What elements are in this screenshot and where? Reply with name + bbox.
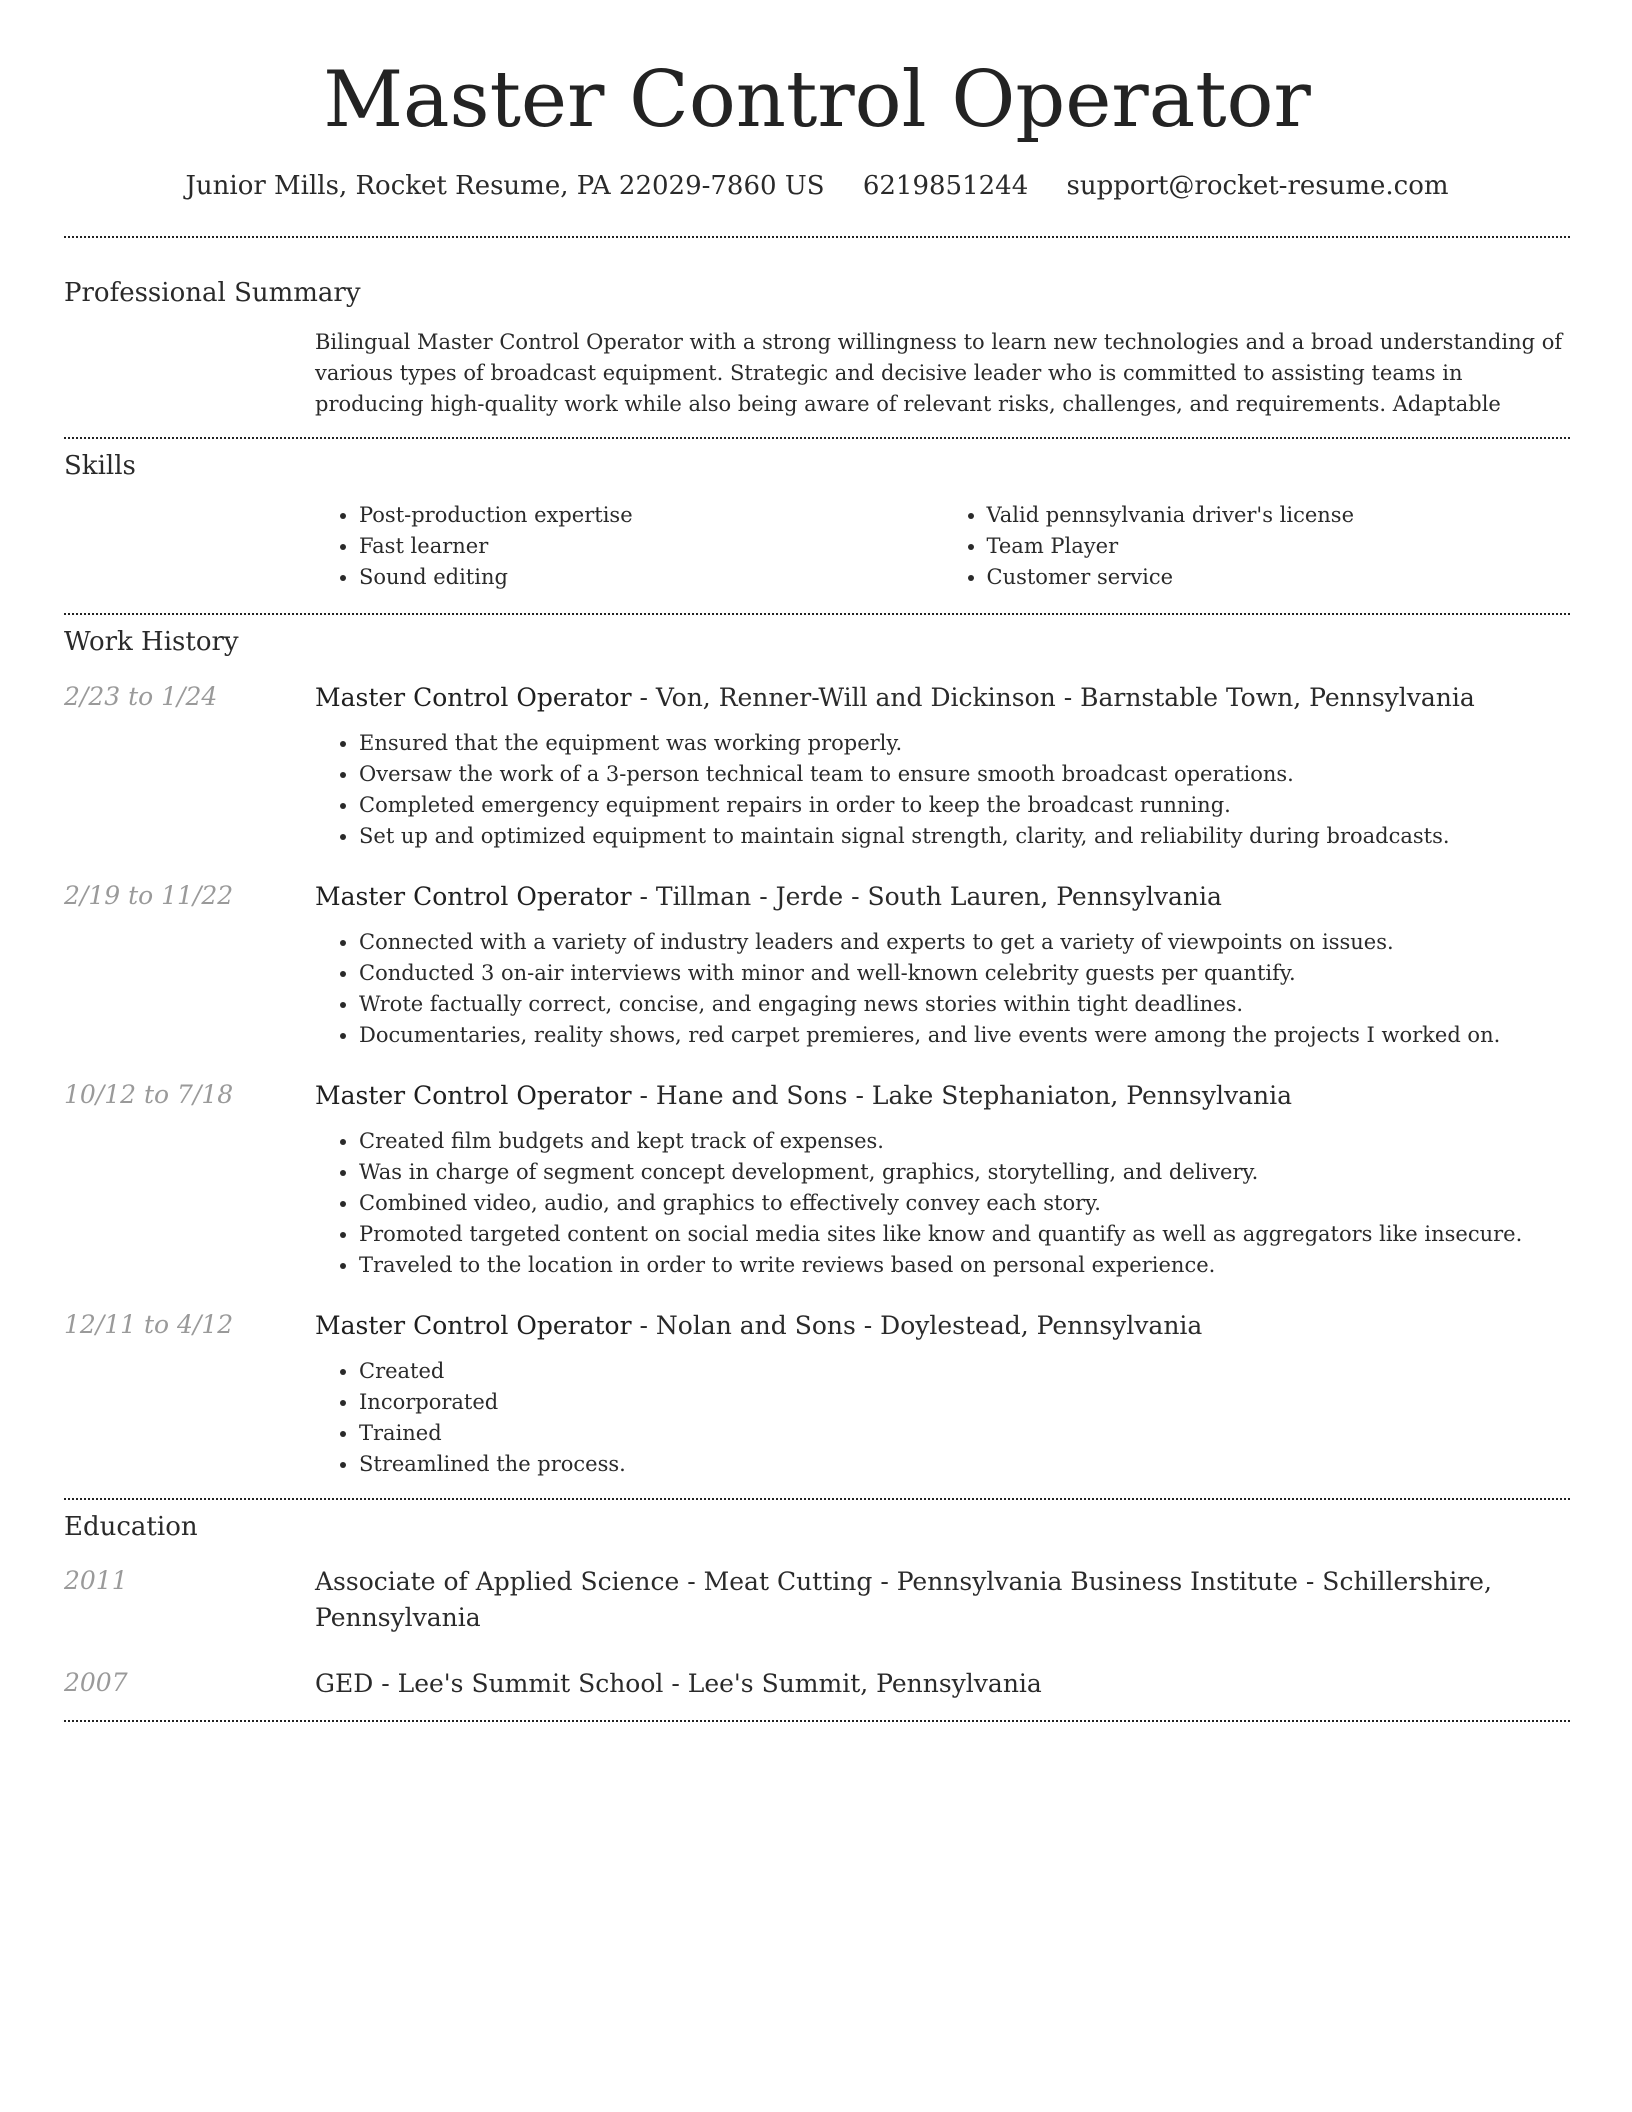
skill-item: • Sound editing bbox=[359, 562, 943, 593]
divider bbox=[64, 1720, 1570, 1722]
contact-phone: 6219851244 bbox=[862, 171, 1029, 201]
resume-header bbox=[64, 0, 1570, 204]
resume-page bbox=[64, 0, 1570, 1722]
job-entry bbox=[64, 1078, 1570, 1281]
education-year: 2007 bbox=[64, 1668, 128, 1697]
job-role: Master Control Operator bbox=[315, 683, 632, 712]
job-bullet: • Promoted targeted content on social media sites like know and quantify as well as aggregators like insecure. bbox=[359, 1219, 1570, 1250]
job-dates: 12/11 to 4/12 bbox=[64, 1310, 234, 1339]
job-title bbox=[315, 680, 1570, 716]
job-details: - Von, Renner-Will and Dickinson - Barnstable Town, Pennsylvania bbox=[631, 683, 1475, 712]
skill-item: • Post-production expertise bbox=[359, 500, 943, 531]
job-bullet: • Completed emergency equipment repairs in order to keep the broadcast running. bbox=[359, 790, 1570, 821]
job-bullet: • Incorporated bbox=[359, 1387, 1570, 1418]
job-bullet: • Trained bbox=[359, 1418, 1570, 1449]
summary-section bbox=[64, 238, 1570, 420]
skill-item: • Valid pennsylvania driver's license bbox=[987, 500, 1571, 531]
education-entry bbox=[64, 1666, 1570, 1702]
job-bullet: • Set up and optimized equipment to maintain signal strength, clarity, and reliability during broadcasts. bbox=[359, 821, 1570, 852]
job-bullet: • Streamlined the process. bbox=[359, 1449, 1570, 1480]
job-bullet: • Traveled to the location in order to write reviews based on personal experience. bbox=[359, 1250, 1570, 1281]
job-bullet: • Connected with a variety of industry leaders and experts to get a variety of viewpoints on issues. bbox=[359, 927, 1570, 958]
education-year: 2011 bbox=[64, 1566, 128, 1595]
skill-item: • Customer service bbox=[987, 562, 1571, 593]
skills-list-right bbox=[943, 500, 1571, 593]
job-bullet: • Was in charge of segment concept development, graphics, storytelling, and delivery. bbox=[359, 1157, 1570, 1188]
job-bullet: • Oversaw the work of a 3-person technical team to ensure smooth broadcast operations. bbox=[359, 759, 1570, 790]
contact-email: support@rocket-resume.com bbox=[1066, 171, 1449, 201]
education-text: GED - Lee's Summit School - Lee's Summit, Pennsylvania bbox=[315, 1669, 1042, 1698]
job-dates: 2/19 to 11/22 bbox=[64, 881, 234, 910]
job-details: - Hane and Sons - Lake Stephaniaton, Pennsylvania bbox=[631, 1081, 1292, 1110]
job-bullets bbox=[315, 728, 1570, 852]
job-bullet: • Conducted 3 on-air interviews with minor and well-known celebrity guests per quantify. bbox=[359, 958, 1570, 989]
job-details: - Nolan and Sons - Doylestead, Pennsylvania bbox=[631, 1311, 1203, 1340]
contact-address: Junior Mills, Rocket Resume, PA 22029-7860 US bbox=[185, 171, 825, 201]
job-bullets bbox=[315, 927, 1570, 1051]
job-bullet: • Created bbox=[359, 1356, 1570, 1387]
job-bullet: • Combined video, audio, and graphics to effectively convey each story. bbox=[359, 1188, 1570, 1219]
work-heading: Work History bbox=[64, 627, 239, 657]
job-title bbox=[315, 879, 1570, 915]
summary-text: Bilingual Master Control Operator with a strong willingness to learn new technologies and a broad understanding of various types of broadcast equipment. Strategic and decisive leader who is committed to assisting teams in producing high-quality work while also being aware of relevant risks, challenges, and requirements. Adaptable bbox=[315, 330, 1563, 416]
job-title bbox=[315, 1078, 1570, 1114]
job-dates: 2/23 to 1/24 bbox=[64, 682, 218, 711]
job-dates: 10/12 to 7/18 bbox=[64, 1080, 234, 1109]
job-entry bbox=[64, 680, 1570, 852]
education-entry bbox=[64, 1564, 1570, 1636]
summary-heading: Professional Summary bbox=[64, 278, 361, 308]
job-bullets bbox=[315, 1356, 1570, 1480]
job-title bbox=[315, 1308, 1570, 1344]
job-details: - Tillman - Jerde - South Lauren, Pennsylvania bbox=[631, 882, 1222, 911]
skills-heading: Skills bbox=[64, 451, 136, 481]
job-bullets bbox=[315, 1126, 1570, 1281]
job-role: Master Control Operator bbox=[315, 882, 632, 911]
work-section bbox=[64, 615, 1570, 1480]
candidate-name: Master Control Operator bbox=[323, 55, 1311, 145]
education-heading: Education bbox=[64, 1512, 198, 1542]
job-entry bbox=[64, 879, 1570, 1051]
skills-list-left bbox=[315, 500, 943, 593]
contact-line bbox=[64, 168, 1570, 204]
job-bullet: • Ensured that the equipment was working properly. bbox=[359, 728, 1570, 759]
job-bullet: • Created film budgets and kept track of expenses. bbox=[359, 1126, 1570, 1157]
education-text: Associate of Applied Science - Meat Cutting - Pennsylvania Business Institute - Schillershire, Pennsylvania bbox=[315, 1567, 1492, 1632]
skills-section bbox=[64, 439, 1570, 593]
education-section bbox=[64, 1500, 1570, 1702]
skill-item: • Team Player bbox=[987, 531, 1571, 562]
job-role: Master Control Operator bbox=[315, 1081, 632, 1110]
job-bullet: • Documentaries, reality shows, red carpet premieres, and live events were among the projects I worked on. bbox=[359, 1020, 1570, 1051]
job-entry bbox=[64, 1308, 1570, 1480]
skill-item: • Fast learner bbox=[359, 531, 943, 562]
job-role: Master Control Operator bbox=[315, 1311, 632, 1340]
job-bullet: • Wrote factually correct, concise, and engaging news stories within tight deadlines. bbox=[359, 989, 1570, 1020]
